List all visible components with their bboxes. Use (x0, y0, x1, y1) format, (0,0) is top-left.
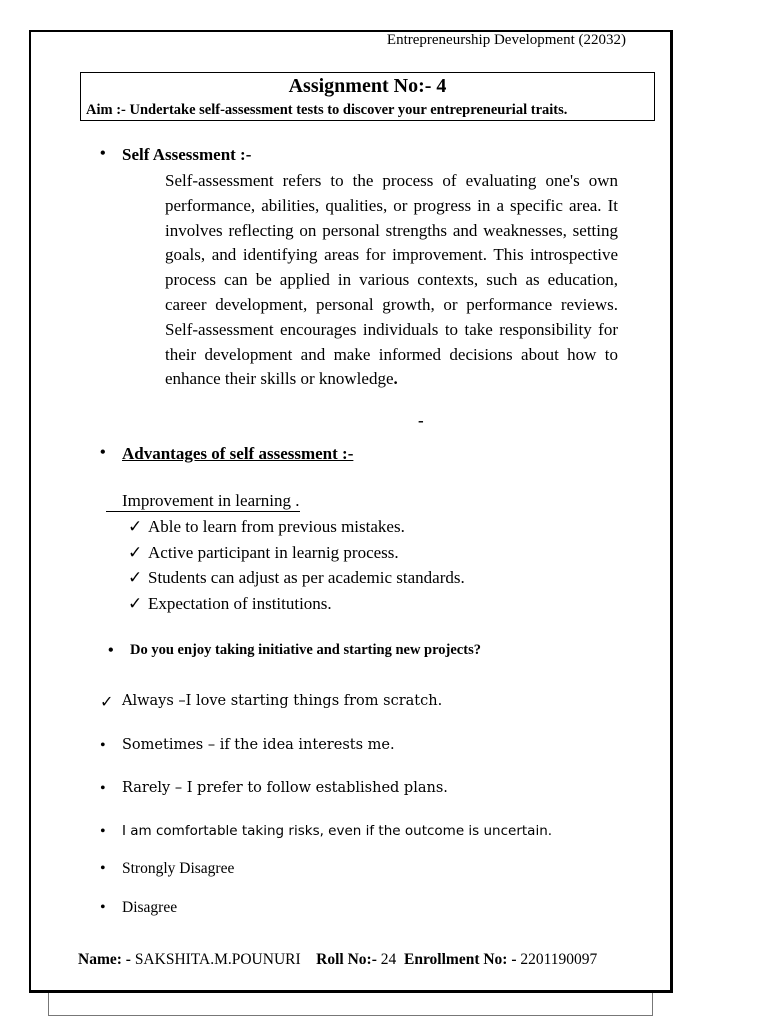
advantages-list (128, 514, 465, 616)
answer-always: Always –I love starting things from scratch. (122, 693, 443, 709)
name-label: Name: - (78, 951, 131, 968)
improvement-subheading: Improvement in learning . (106, 491, 300, 512)
self-assessment-heading: • Self Assessment :- (122, 145, 251, 165)
roll-value: 24 (380, 951, 397, 968)
check-icon: ✓ (128, 593, 143, 613)
title-box (80, 72, 655, 121)
answer-sometimes: • Sometimes – if the idea interests me. (122, 737, 395, 753)
list-item: ✓ Students can adjust as per academic standards. (128, 565, 465, 591)
self-assessment-paragraph: Self-assessment refers to the process of evaluating one's own performance, abilities, qualities, or progress in a specific area. It involves reflecting on personal strengths and weaknesses, setting goals, and identifying areas for improvement. This introspective process can be applied in various contexts, such as education, career development, personal growth, or performance reviews. Self-assessment encourages individuals to take responsibility for their development and make informed decisions about how to enhance their skills or knowledge. (165, 171, 618, 389)
roll-label: Roll No:- (316, 951, 377, 968)
risk-statement: • I am comfortable taking risks, even if the outcome is uncertain. (122, 823, 552, 839)
check-icon: ✓ (100, 694, 114, 711)
student-footer (78, 951, 597, 969)
enrollment-value: 2201190097 (520, 951, 598, 968)
dash-mark: - (418, 411, 424, 430)
answer-strongly-disagree: • Strongly Disagree (122, 860, 234, 878)
enrollment-label: Enrollment No: - (403, 951, 517, 968)
name-value: SAKSHITA.M.POUNURI (134, 951, 301, 968)
check-icon: ✓ (128, 568, 143, 587)
list-item: ✓ Able to learn from previous mistakes. (128, 514, 465, 540)
aim-text: Aim :- Undertake self-assessment tests to discover your entrepreneurial traits. (86, 102, 568, 118)
check-icon: ✓ (128, 517, 143, 536)
subject-header: Entrepreneurship Development (22032) (386, 32, 626, 48)
list-item: ✓ Expectation of institutions. (128, 591, 465, 617)
advantages-heading: • Advantages of self assessment :- (122, 444, 353, 464)
check-icon: ✓ (128, 542, 143, 562)
answer-rarely: • Rarely – I prefer to follow established plans. (122, 780, 448, 796)
list-item: ✓ Active participant in learnig process. (128, 540, 465, 566)
initiative-question: • Do you enjoy taking initiative and starting new projects? (130, 642, 481, 659)
assignment-title: Assignment No:- 4 (288, 75, 447, 97)
next-page-edge (48, 993, 653, 1016)
answer-disagree: • Disagree (122, 899, 177, 917)
